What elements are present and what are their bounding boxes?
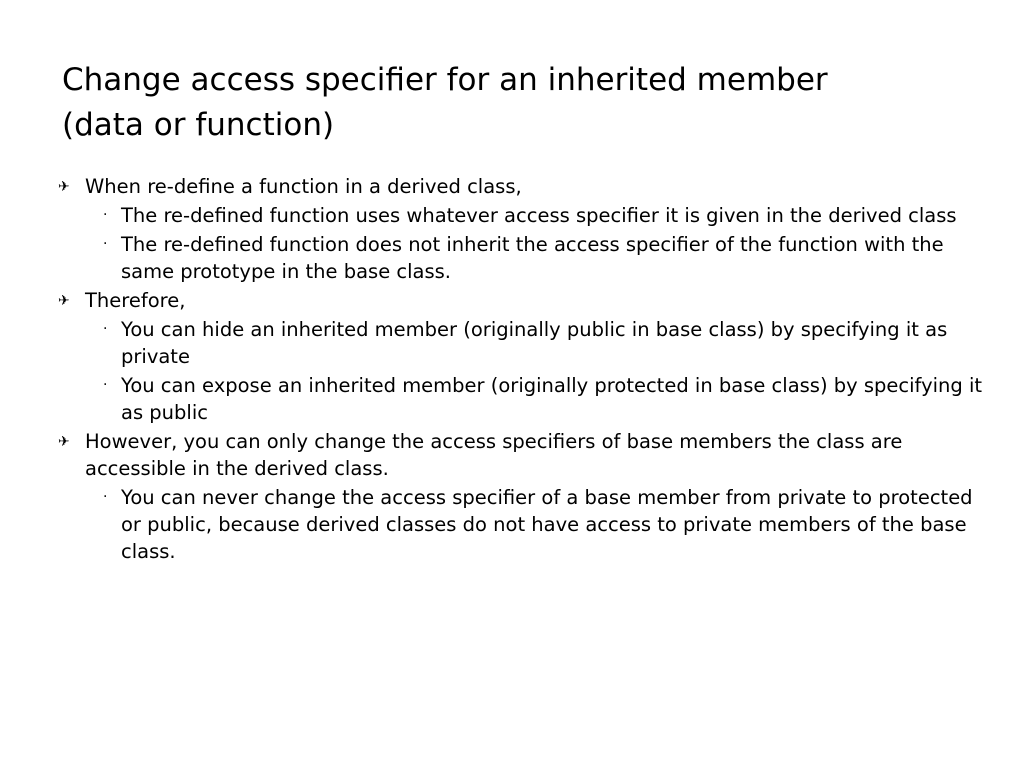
dot-bullet-icon: ·	[103, 489, 108, 505]
dot-bullet-icon: ·	[103, 236, 108, 252]
list-item	[0, 173, 1024, 200]
list-item	[0, 231, 1024, 285]
list-item	[0, 202, 1024, 229]
slide-title	[62, 58, 962, 148]
dot-bullet-icon: ·	[103, 377, 108, 393]
title-line-2: (data or function)	[62, 107, 335, 143]
list-item-text: The re-defined function uses whatever access specifier it is given in the derived class	[121, 204, 957, 227]
dot-bullet-icon: ·	[103, 207, 108, 223]
list-item-text: However, you can only change the access specifiers of base members the class are accessible in the derived class.	[85, 430, 903, 480]
list-item-text: When re-define a function in a derived class,	[85, 175, 522, 198]
list-item	[0, 484, 1024, 565]
bullet-list	[0, 171, 1024, 565]
title-line-1: Change access specifier for an inherited member	[62, 62, 828, 98]
list-item-text: You can hide an inherited member (originally public in base class) by specifying it as private	[121, 318, 948, 368]
list-item-text: The re-defined function does not inherit the access specifier of the function with the same prototype in the base class.	[121, 233, 944, 283]
list-item-text: You can never change the access specifier of a base member from private to protected or public, because derived classes do not have access to private members of the base class.	[121, 486, 973, 563]
list-item	[0, 316, 1024, 370]
list-item-text: Therefore,	[85, 289, 186, 312]
list-item	[0, 428, 1024, 482]
airplane-bullet-icon: ✈	[58, 179, 70, 195]
list-item	[0, 372, 1024, 426]
airplane-bullet-icon: ✈	[58, 434, 70, 450]
list-item	[0, 287, 1024, 314]
airplane-bullet-icon: ✈	[58, 293, 70, 309]
list-item-text: You can expose an inherited member (originally protected in base class) by specifying it as public	[121, 374, 983, 424]
dot-bullet-icon: ·	[103, 321, 108, 337]
